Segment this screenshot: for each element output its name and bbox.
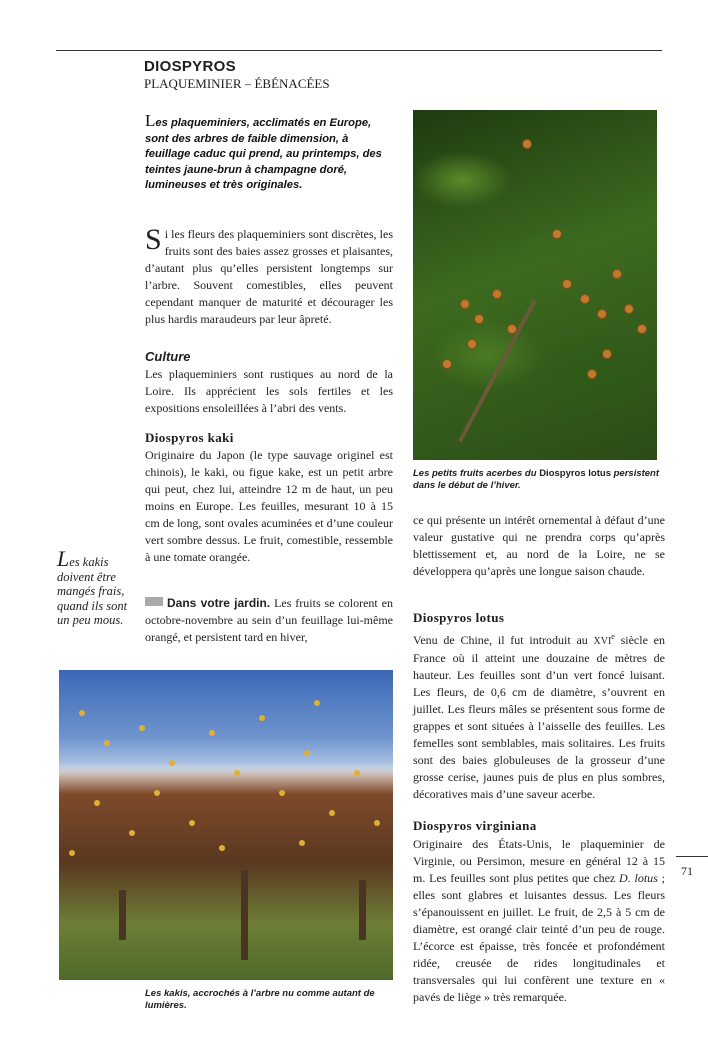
intro-dropcap: S — [145, 223, 162, 256]
lead-dropcap: L — [145, 111, 156, 130]
caption-part: persistent dans le début de l’hiver. — [413, 468, 660, 491]
virginiana-paragraph — [413, 836, 665, 1006]
photo-fruit — [169, 760, 175, 766]
lead-paragraph — [145, 113, 395, 194]
photo-fruit — [374, 820, 380, 826]
photo-fruit — [443, 360, 451, 368]
jardin-text: Les fruits se colorent en octobre-novembre au sein d’un feuillage lui-même orangé, et persistent tard en hiver, — [145, 596, 393, 644]
photo-fruit — [259, 715, 265, 721]
jardin-heading: Dans votre jardin. — [167, 596, 271, 610]
photo-branch — [458, 299, 537, 442]
photo-fruit — [468, 340, 476, 348]
photo-kaki-orchard — [59, 670, 393, 980]
photo-diospyros-lotus — [413, 110, 657, 460]
photo-fruit — [625, 305, 633, 313]
photo-trunk — [119, 890, 126, 940]
culture-paragraph: Les plaqueminiers sont rustiques au nord de la Loire. Ils apprécient les sols fertiles et les expositions ensoleillées à l’abri des vents. — [145, 367, 393, 415]
photo-fruit — [234, 770, 240, 776]
photo-fruit — [603, 350, 611, 358]
lotus-heading: Diospyros lotus — [413, 610, 505, 625]
photo-fruit — [508, 325, 516, 333]
intro-paragraph — [145, 223, 393, 328]
photo-fruit — [588, 370, 596, 378]
photo-fruit — [209, 730, 215, 736]
photo-fruit — [314, 700, 320, 706]
header-rule — [56, 50, 662, 51]
virginiana-species: D. lotus — [619, 871, 658, 885]
photo-fruit — [299, 840, 305, 846]
photo-fruit — [304, 750, 310, 756]
photo-fruit — [598, 310, 606, 318]
page-subtitle: PLAQUEMINIER – ÉBÉNACÉES — [144, 76, 330, 91]
virginiana-text: Originaire des États-Unis, le plaqueminier de Virginie, ou Persimon, mesure en général 12 à 15 m. Les feuilles sont plus petites que chez — [413, 837, 665, 885]
photo-fruit — [563, 280, 571, 288]
photo-fruit — [104, 740, 110, 746]
lotus-paragraph — [413, 628, 665, 803]
photo-fruit — [69, 850, 75, 856]
photo-fruit — [79, 710, 85, 716]
photo-trunk — [359, 880, 366, 940]
kaki-heading: Diospyros kaki — [145, 430, 234, 445]
virginiana-heading: Diospyros virginiana — [413, 818, 537, 833]
lotus-century: XVI — [593, 636, 612, 647]
photo-fruit — [154, 790, 160, 796]
jardin-paragraph — [145, 595, 393, 646]
caption-species: Diospyros lotus — [539, 468, 611, 479]
lotus-century-sup: e — [611, 632, 615, 641]
intro-text: i les fleurs des plaqueminiers sont discrètes, les fruits sont des baies assez grosses et plaisantes, d’autant plus qu’elles persistent longtemps sur l’arbre. Souvent comestibles, elles peuvent cependant manquer de maturité et décourager les plus hardis maraudeurs par leur âpreté. — [145, 227, 393, 326]
side-note — [57, 546, 129, 628]
page-number-rule — [676, 856, 708, 857]
caption-part: Les petits fruits acerbes du — [413, 468, 540, 479]
photo-fruit — [189, 820, 195, 826]
photo-top-caption — [413, 468, 665, 492]
photo-fruit — [613, 270, 621, 278]
photo-fruit — [523, 140, 531, 148]
photo-fruit — [461, 300, 469, 308]
photo-fruit — [354, 770, 360, 776]
photo-fruit — [94, 800, 100, 806]
photo-fruit — [493, 290, 501, 298]
photo-fruit — [219, 845, 225, 851]
section-marker — [145, 597, 163, 606]
photo-fruit — [139, 725, 145, 731]
side-note-dropcap: L — [57, 546, 70, 571]
page-number: 71 — [681, 864, 693, 878]
photo-fruit — [638, 325, 646, 333]
lotus-text: siècle en France où il atteint une douzaine de mètres de hauteur. Les feuilles sont d’un vert foncé luisant. Les fleurs, de 0,6 cm de diamètre, s’ouvrent en juillet. Les fleurs mâles se présentent sous forme de grappes et sont situées à l’aisselle des feuilles. Les femelles sont semblables, mais solitaires. Les fruits sont des baies globuleuses de la grosseur d’une grosse cerise, jaunes puis de plus en plus sombres, décoratives mais d’une saveur acerbe. — [413, 633, 665, 801]
photo-fruit — [553, 230, 561, 238]
kaki-paragraph: Originaire du Japon (le type sauvage originel est chinois), le kaki, ou figue kake, est un petit arbre qui peut, chez lui, atteindre 12 m de haut, un peu moins en Europe. Les feuilles, mesurant 10 à 15 cm de long, sont ovales acuminées et d’une couleur vert sombre dessus. Le fruit, comestible, ressemble à une tomate orangée. — [145, 448, 393, 564]
photo-bottom-caption: Les kakis, accrochés à l’arbre nu comme autant de lumières. — [145, 988, 375, 1011]
photo-fruit — [475, 315, 483, 323]
lead-text: es plaqueminiers, acclimatés en Europe, sont des arbres de faible dimension, à feuillage caduc qui prend, au printemps, des teintes jaune-brun à champagne doré, lumineuses et très originales. — [145, 117, 382, 191]
photo-fruit — [329, 810, 335, 816]
jardin-continuation: ce qui présente un intérêt ornemental à défaut d’une valeur gustative qui ne prendra corps qu’après blettissement et, au nord de la Loire, ne se développera qu’après une longue saison chaude. — [413, 513, 665, 578]
photo-fruit — [279, 790, 285, 796]
culture-heading: Culture — [145, 349, 191, 364]
photo-fruit — [581, 295, 589, 303]
virginiana-text: ; elles sont glabres et luisantes dessus. Les fleurs s’épanouissent en juillet. Le fruit, de 2,5 à 5 cm de diamètre, est orangé clair teinté d’un peu de rouge. L’écorce est épaisse, très foncée et profondément ridée, creusée de rides longitudinales et transversales qui lui confèrent une texture en « pavés de liège » très remarquée. — [413, 871, 665, 1004]
photo-fruit — [129, 830, 135, 836]
lotus-text: Venu de Chine, il fut introduit au — [413, 633, 594, 647]
photo-trunk — [241, 870, 248, 960]
page-title: DIOSPYROS — [144, 58, 236, 75]
side-note-text: es kakis doivent être mangés frais, quand ils sont un peu mous. — [57, 555, 128, 627]
